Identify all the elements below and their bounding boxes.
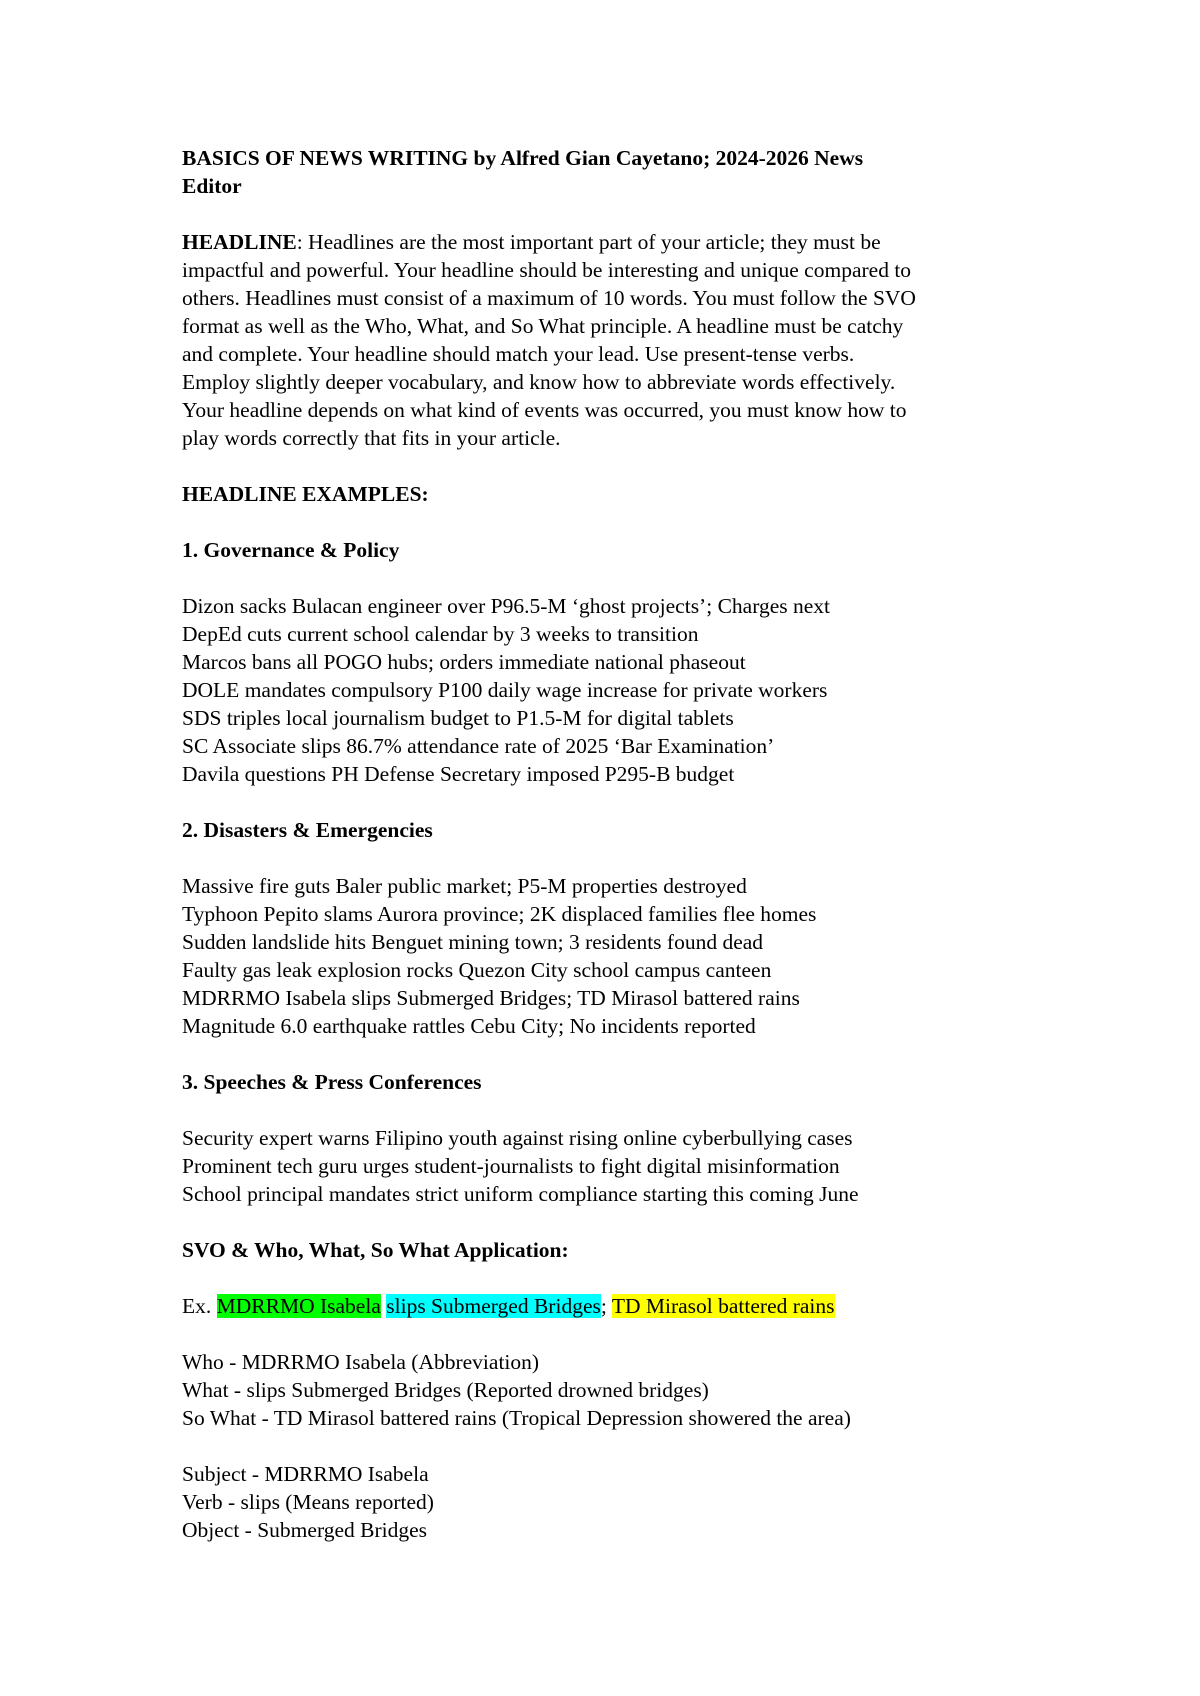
category-heading-speeches: 3. Speeches & Press Conferences	[182, 1070, 482, 1094]
list-item: Security expert warns Filipino youth against rising online cyberbullying cases	[182, 1126, 853, 1150]
list-item: Massive fire guts Baler public market; P5-M properties destroyed	[182, 874, 747, 898]
spacer	[182, 1264, 1062, 1292]
who-line: Who - MDRRMO Isabela (Abbreviation)	[182, 1350, 540, 1374]
spacer	[182, 844, 1062, 872]
who-what-sowhat-breakdown	[182, 1348, 1062, 1432]
list-item: Faulty gas leak explosion rocks Quezon City school campus canteen	[182, 958, 772, 982]
headline-line: others. Headlines must consist of a maximum of 10 words. You must follow the SVO	[182, 286, 916, 310]
object-line: Object - Submerged Bridges	[182, 1518, 428, 1542]
verb-line: Verb - slips (Means reported)	[182, 1490, 434, 1514]
category-heading-governance: 1. Governance & Policy	[182, 538, 400, 562]
list-item: Davila questions PH Defense Secretary imposed P295-B budget	[182, 762, 735, 786]
speeches-examples	[182, 1124, 1062, 1208]
headline-line: Your headline depends on what kind of events was occurred, you must know how to	[182, 398, 907, 422]
svo-breakdown	[182, 1460, 1062, 1544]
subject-line: Subject - MDRRMO Isabela	[182, 1462, 429, 1486]
svo-example-line	[182, 1292, 1062, 1320]
headline-line: impactful and powerful. Your headline should be interesting and unique compared to	[182, 258, 912, 282]
list-item: Prominent tech guru urges student-journalists to fight digital misinformation	[182, 1154, 840, 1178]
headline-line: Employ slightly deeper vocabulary, and know how to abbreviate words effectively.	[182, 370, 896, 394]
headline-line: play words correctly that fits in your article.	[182, 426, 561, 450]
spacer	[182, 1432, 1062, 1460]
title-line-2: Editor	[182, 174, 242, 198]
headline-text: : Headlines are the most important part of your article; they must be	[296, 230, 881, 254]
category-heading-disasters: 2. Disasters & Emergencies	[182, 818, 433, 842]
what-line: What - slips Submerged Bridges (Reported drowned bridges)	[182, 1378, 709, 1402]
headline-paragraph	[182, 228, 1062, 452]
title-line-1: BASICS OF NEWS WRITING by Alfred Gian Cayetano; 2024-2026 News	[182, 146, 864, 170]
disasters-examples	[182, 872, 1062, 1040]
list-item: Sudden landslide hits Benguet mining town; 3 residents found dead	[182, 930, 764, 954]
who-highlight: MDRRMO Isabela	[216, 1294, 381, 1318]
list-item: Dizon sacks Bulacan engineer over P96.5-M ‘ghost projects’; Charges next	[182, 594, 831, 618]
list-item: MDRRMO Isabela slips Submerged Bridges; TD Mirasol battered rains	[182, 986, 800, 1010]
headline-line: and complete. Your headline should match your lead. Use present-tense verbs.	[182, 342, 855, 366]
list-item: Marcos bans all POGO hubs; orders immediate national phaseout	[182, 650, 746, 674]
spacer	[182, 1040, 1062, 1068]
spacer	[182, 1208, 1062, 1236]
svo-heading: SVO & Who, What, So What Application:	[182, 1238, 569, 1262]
examples-heading: HEADLINE EXAMPLES:	[182, 482, 429, 506]
spacer	[182, 508, 1062, 536]
spacer	[182, 1096, 1062, 1124]
spacer	[182, 452, 1062, 480]
spacer	[182, 788, 1062, 816]
governance-examples	[182, 592, 1062, 788]
document-title	[182, 144, 1062, 200]
so-what-highlight: TD Mirasol battered rains	[611, 1294, 835, 1318]
what-highlight: slips Submerged Bridges	[386, 1294, 601, 1318]
list-item: DepEd cuts current school calendar by 3 weeks to transition	[182, 622, 699, 646]
headline-line	[182, 228, 1062, 256]
spacer	[182, 564, 1062, 592]
list-item: SC Associate slips 86.7% attendance rate of 2025 ‘Bar Examination’	[182, 734, 775, 758]
headline-label: HEADLINE	[182, 230, 297, 254]
headline-line: format as well as the Who, What, and So What principle. A headline must be catchy	[182, 314, 904, 338]
list-item: DOLE mandates compulsory P100 daily wage increase for private workers	[182, 678, 828, 702]
document-body	[182, 144, 1062, 1544]
list-item: Typhoon Pepito slams Aurora province; 2K displaced families flee homes	[182, 902, 817, 926]
list-item: School principal mandates strict uniform compliance starting this coming June	[182, 1182, 859, 1206]
example-prefix: Ex.	[182, 1294, 217, 1318]
list-item: SDS triples local journalism budget to P1.5-M for digital tablets	[182, 706, 734, 730]
spacer	[182, 200, 1062, 228]
so-what-line: So What - TD Mirasol battered rains (Tropical Depression showered the area)	[182, 1406, 851, 1430]
example-separator: ;	[600, 1294, 612, 1318]
spacer	[182, 1320, 1062, 1348]
list-item: Magnitude 6.0 earthquake rattles Cebu City; No incidents reported	[182, 1014, 756, 1038]
